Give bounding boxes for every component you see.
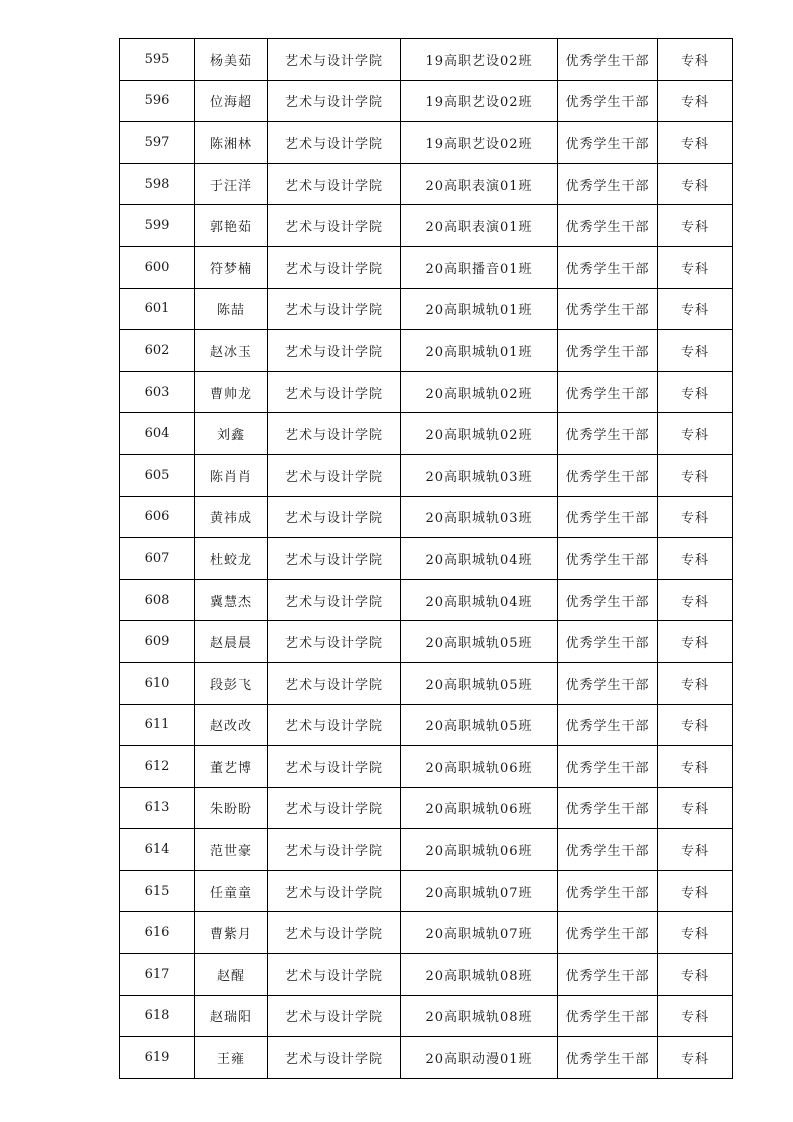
class-cell: 20高职城轨03班 bbox=[401, 496, 558, 538]
award-list-table bbox=[119, 38, 733, 1079]
student-name-cell: 郭艳茹 bbox=[195, 205, 268, 247]
table-row bbox=[120, 954, 733, 996]
class-cell: 20高职城轨05班 bbox=[401, 704, 558, 746]
student-name-cell: 符梦楠 bbox=[195, 246, 268, 288]
table-row bbox=[120, 579, 733, 621]
student-name-cell: 赵冰玉 bbox=[195, 330, 268, 372]
award-cell: 优秀学生干部 bbox=[558, 704, 658, 746]
college-cell: 艺术与设计学院 bbox=[268, 496, 401, 538]
level-cell: 专科 bbox=[658, 371, 733, 413]
award-cell: 优秀学生干部 bbox=[558, 954, 658, 996]
class-cell: 20高职城轨03班 bbox=[401, 454, 558, 496]
row-number-cell: 607 bbox=[120, 538, 195, 580]
table-row bbox=[120, 995, 733, 1037]
level-cell: 专科 bbox=[658, 246, 733, 288]
level-cell: 专科 bbox=[658, 954, 733, 996]
award-cell: 优秀学生干部 bbox=[558, 39, 658, 81]
level-cell: 专科 bbox=[658, 870, 733, 912]
award-cell: 优秀学生干部 bbox=[558, 413, 658, 455]
award-cell: 优秀学生干部 bbox=[558, 246, 658, 288]
level-cell: 专科 bbox=[658, 80, 733, 122]
level-cell: 专科 bbox=[658, 621, 733, 663]
table-row bbox=[120, 288, 733, 330]
class-cell: 20高职表演01班 bbox=[401, 163, 558, 205]
student-name-cell: 曹紫月 bbox=[195, 912, 268, 954]
award-cell: 优秀学生干部 bbox=[558, 80, 658, 122]
student-name-cell: 黄祎成 bbox=[195, 496, 268, 538]
award-cell: 优秀学生干部 bbox=[558, 579, 658, 621]
college-cell: 艺术与设计学院 bbox=[268, 122, 401, 164]
class-cell: 19高职艺设02班 bbox=[401, 39, 558, 81]
table-row bbox=[120, 163, 733, 205]
college-cell: 艺术与设计学院 bbox=[268, 746, 401, 788]
college-cell: 艺术与设计学院 bbox=[268, 205, 401, 247]
college-cell: 艺术与设计学院 bbox=[268, 454, 401, 496]
row-number-cell: 609 bbox=[120, 621, 195, 663]
row-number-cell: 606 bbox=[120, 496, 195, 538]
class-cell: 20高职动漫01班 bbox=[401, 1037, 558, 1079]
table-row bbox=[120, 496, 733, 538]
award-cell: 优秀学生干部 bbox=[558, 496, 658, 538]
college-cell: 艺术与设计学院 bbox=[268, 538, 401, 580]
level-cell: 专科 bbox=[658, 1037, 733, 1079]
table-row bbox=[120, 246, 733, 288]
level-cell: 专科 bbox=[658, 122, 733, 164]
class-cell: 20高职表演01班 bbox=[401, 205, 558, 247]
row-number-cell: 605 bbox=[120, 454, 195, 496]
table-row bbox=[120, 205, 733, 247]
student-name-cell: 陈喆 bbox=[195, 288, 268, 330]
award-cell: 优秀学生干部 bbox=[558, 787, 658, 829]
row-number-cell: 603 bbox=[120, 371, 195, 413]
college-cell: 艺术与设计学院 bbox=[268, 662, 401, 704]
level-cell: 专科 bbox=[658, 454, 733, 496]
level-cell: 专科 bbox=[658, 496, 733, 538]
student-name-cell: 王雍 bbox=[195, 1037, 268, 1079]
award-cell: 优秀学生干部 bbox=[558, 1037, 658, 1079]
college-cell: 艺术与设计学院 bbox=[268, 39, 401, 81]
level-cell: 专科 bbox=[658, 330, 733, 372]
award-cell: 优秀学生干部 bbox=[558, 454, 658, 496]
table-row bbox=[120, 330, 733, 372]
award-cell: 优秀学生干部 bbox=[558, 829, 658, 871]
award-cell: 优秀学生干部 bbox=[558, 912, 658, 954]
table-row bbox=[120, 454, 733, 496]
class-cell: 20高职城轨08班 bbox=[401, 995, 558, 1037]
row-number-cell: 602 bbox=[120, 330, 195, 372]
award-cell: 优秀学生干部 bbox=[558, 538, 658, 580]
table-row bbox=[120, 538, 733, 580]
class-cell: 20高职城轨04班 bbox=[401, 579, 558, 621]
student-name-cell: 赵瑞阳 bbox=[195, 995, 268, 1037]
college-cell: 艺术与设计学院 bbox=[268, 371, 401, 413]
table-row bbox=[120, 662, 733, 704]
college-cell: 艺术与设计学院 bbox=[268, 1037, 401, 1079]
class-cell: 20高职城轨06班 bbox=[401, 829, 558, 871]
class-cell: 20高职城轨04班 bbox=[401, 538, 558, 580]
row-number-cell: 600 bbox=[120, 246, 195, 288]
student-name-cell: 董艺博 bbox=[195, 746, 268, 788]
college-cell: 艺术与设计学院 bbox=[268, 995, 401, 1037]
row-number-cell: 598 bbox=[120, 163, 195, 205]
award-cell: 优秀学生干部 bbox=[558, 746, 658, 788]
student-name-cell: 陈湘林 bbox=[195, 122, 268, 164]
level-cell: 专科 bbox=[658, 995, 733, 1037]
level-cell: 专科 bbox=[658, 579, 733, 621]
class-cell: 20高职播音01班 bbox=[401, 246, 558, 288]
row-number-cell: 613 bbox=[120, 787, 195, 829]
table-body bbox=[120, 39, 733, 1079]
table-row bbox=[120, 413, 733, 455]
row-number-cell: 616 bbox=[120, 912, 195, 954]
student-name-cell: 赵醒 bbox=[195, 954, 268, 996]
class-cell: 20高职城轨06班 bbox=[401, 787, 558, 829]
student-name-cell: 任童童 bbox=[195, 870, 268, 912]
student-name-cell: 曹帅龙 bbox=[195, 371, 268, 413]
row-number-cell: 604 bbox=[120, 413, 195, 455]
row-number-cell: 601 bbox=[120, 288, 195, 330]
row-number-cell: 614 bbox=[120, 829, 195, 871]
table-row bbox=[120, 39, 733, 81]
class-cell: 20高职城轨01班 bbox=[401, 288, 558, 330]
award-cell: 优秀学生干部 bbox=[558, 662, 658, 704]
level-cell: 专科 bbox=[658, 288, 733, 330]
table-row bbox=[120, 1037, 733, 1079]
student-name-cell: 杜蛟龙 bbox=[195, 538, 268, 580]
row-number-cell: 608 bbox=[120, 579, 195, 621]
table-row bbox=[120, 829, 733, 871]
table-row bbox=[120, 80, 733, 122]
row-number-cell: 618 bbox=[120, 995, 195, 1037]
level-cell: 专科 bbox=[658, 829, 733, 871]
college-cell: 艺术与设计学院 bbox=[268, 704, 401, 746]
table-row bbox=[120, 122, 733, 164]
college-cell: 艺术与设计学院 bbox=[268, 413, 401, 455]
college-cell: 艺术与设计学院 bbox=[268, 870, 401, 912]
student-name-cell: 段彭飞 bbox=[195, 662, 268, 704]
row-number-cell: 611 bbox=[120, 704, 195, 746]
row-number-cell: 615 bbox=[120, 870, 195, 912]
class-cell: 20高职城轨05班 bbox=[401, 621, 558, 663]
row-number-cell: 595 bbox=[120, 39, 195, 81]
level-cell: 专科 bbox=[658, 163, 733, 205]
level-cell: 专科 bbox=[658, 538, 733, 580]
award-cell: 优秀学生干部 bbox=[558, 621, 658, 663]
level-cell: 专科 bbox=[658, 912, 733, 954]
class-cell: 20高职城轨05班 bbox=[401, 662, 558, 704]
level-cell: 专科 bbox=[658, 704, 733, 746]
class-cell: 20高职城轨02班 bbox=[401, 371, 558, 413]
student-name-cell: 于汪洋 bbox=[195, 163, 268, 205]
level-cell: 专科 bbox=[658, 39, 733, 81]
student-name-cell: 位海超 bbox=[195, 80, 268, 122]
class-cell: 20高职城轨07班 bbox=[401, 870, 558, 912]
award-cell: 优秀学生干部 bbox=[558, 870, 658, 912]
college-cell: 艺术与设计学院 bbox=[268, 829, 401, 871]
row-number-cell: 619 bbox=[120, 1037, 195, 1079]
level-cell: 专科 bbox=[658, 205, 733, 247]
student-name-cell: 陈肖肖 bbox=[195, 454, 268, 496]
level-cell: 专科 bbox=[658, 662, 733, 704]
level-cell: 专科 bbox=[658, 787, 733, 829]
table-row bbox=[120, 746, 733, 788]
college-cell: 艺术与设计学院 bbox=[268, 621, 401, 663]
college-cell: 艺术与设计学院 bbox=[268, 288, 401, 330]
college-cell: 艺术与设计学院 bbox=[268, 912, 401, 954]
college-cell: 艺术与设计学院 bbox=[268, 330, 401, 372]
student-name-cell: 朱盼盼 bbox=[195, 787, 268, 829]
row-number-cell: 599 bbox=[120, 205, 195, 247]
row-number-cell: 610 bbox=[120, 662, 195, 704]
row-number-cell: 597 bbox=[120, 122, 195, 164]
award-cell: 优秀学生干部 bbox=[558, 163, 658, 205]
class-cell: 20高职城轨07班 bbox=[401, 912, 558, 954]
award-cell: 优秀学生干部 bbox=[558, 371, 658, 413]
student-name-cell: 赵晨晨 bbox=[195, 621, 268, 663]
college-cell: 艺术与设计学院 bbox=[268, 246, 401, 288]
level-cell: 专科 bbox=[658, 746, 733, 788]
college-cell: 艺术与设计学院 bbox=[268, 954, 401, 996]
row-number-cell: 596 bbox=[120, 80, 195, 122]
student-name-cell: 范世豪 bbox=[195, 829, 268, 871]
award-cell: 优秀学生干部 bbox=[558, 205, 658, 247]
college-cell: 艺术与设计学院 bbox=[268, 787, 401, 829]
student-name-cell: 杨美茹 bbox=[195, 39, 268, 81]
award-cell: 优秀学生干部 bbox=[558, 288, 658, 330]
level-cell: 专科 bbox=[658, 413, 733, 455]
row-number-cell: 617 bbox=[120, 954, 195, 996]
class-cell: 20高职城轨01班 bbox=[401, 330, 558, 372]
award-cell: 优秀学生干部 bbox=[558, 122, 658, 164]
table-row bbox=[120, 704, 733, 746]
table-row bbox=[120, 870, 733, 912]
row-number-cell: 612 bbox=[120, 746, 195, 788]
student-name-cell: 冀慧杰 bbox=[195, 579, 268, 621]
class-cell: 20高职城轨02班 bbox=[401, 413, 558, 455]
class-cell: 19高职艺设02班 bbox=[401, 80, 558, 122]
college-cell: 艺术与设计学院 bbox=[268, 80, 401, 122]
award-cell: 优秀学生干部 bbox=[558, 330, 658, 372]
table-row bbox=[120, 912, 733, 954]
class-cell: 19高职艺设02班 bbox=[401, 122, 558, 164]
student-name-cell: 刘鑫 bbox=[195, 413, 268, 455]
class-cell: 20高职城轨06班 bbox=[401, 746, 558, 788]
college-cell: 艺术与设计学院 bbox=[268, 163, 401, 205]
student-name-cell: 赵改改 bbox=[195, 704, 268, 746]
college-cell: 艺术与设计学院 bbox=[268, 579, 401, 621]
table-row bbox=[120, 787, 733, 829]
table-row bbox=[120, 371, 733, 413]
award-cell: 优秀学生干部 bbox=[558, 995, 658, 1037]
table-row bbox=[120, 621, 733, 663]
class-cell: 20高职城轨08班 bbox=[401, 954, 558, 996]
